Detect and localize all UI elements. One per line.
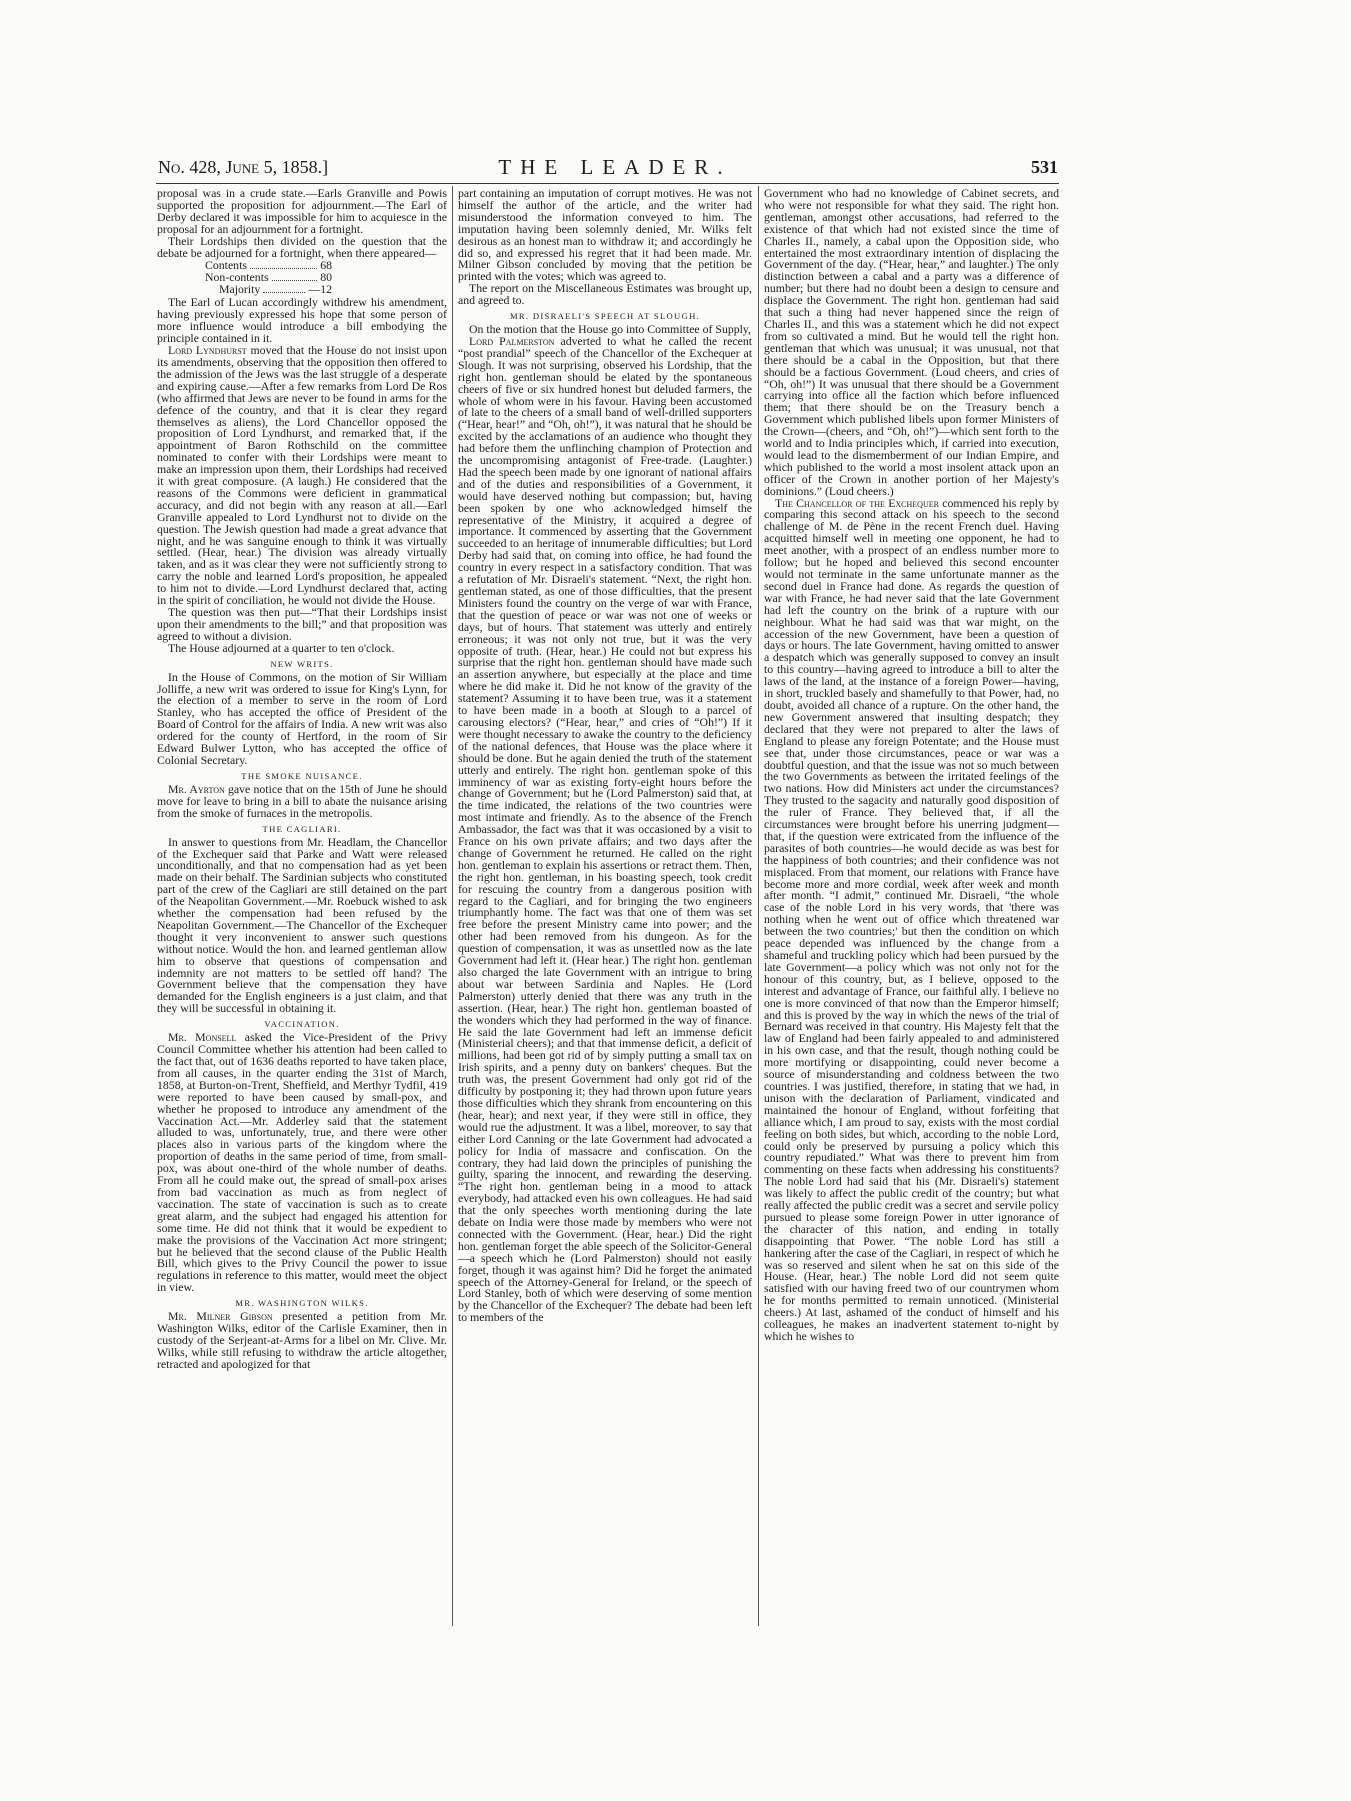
speaker-name: The Chancellor of the Exchequer	[775, 495, 939, 510]
section-heading: THE SMOKE NUISANCE.	[241, 770, 363, 781]
paragraph: The question was then put—“That their Lordships insist upon their amendments to the bill;” and that proposition was agreed to without a division.	[157, 605, 447, 643]
paragraph: In answer to questions from Mr. Headlam, the Chancellor of the Exchequer said that Parke and Watt were released unconditionally, and that no compensation had as yet been made on their behalf. The Sardinian subjects who constituted part of the crew of the Cagliari are still detained on the part of the Neapolitan Government.—Mr. Roebuck wished to ask whether the compensation had been refused by the Neapolitan Government.—The Chancellor of the Exchequer thought it very inconvenient to answer such questions without notice. Would the hon. and learned gentleman allow him to observe that questions of compensation and indemnity are not matters to be settled off hand? The Government believe that the compensation they have demanded for the English engineers is a just claim, and that they will be successful in obtaining it.	[157, 834, 447, 1016]
issue-date: No. 428, June 5, 1858.]	[158, 157, 329, 177]
paragraph	[157, 1311, 447, 1371]
paragraph-text: asked the Vice-President of the Privy Council Committee whether his attention had been called to the fact that, out of 1636 deaths reported to have taken place, from all causes, in the quarter ending the 31st of March, 1858, at Burton-on-Trent, Sheffield, and Merthyr Tydfil, 419 were reported to have been caused by small-pox, and whether he proposed to introduce any amendment of the Vaccination Act.—Mr. Adderley said that the statement alluded to was, unfortunately, true, and there were other places also in various parts of the kingdom where the proportion of deaths in the same period of time, from small-pox, was about one-third of the whole number of deaths. From all he could make out, the spread of small-pox arises from bad vaccination as much as from neglect of vaccination. The state of vaccination is such as to create great alarm, and the subject had engaged his attention for some time. He did not think that it would be expedient to make the provisions of the Vaccination Act more stringent; but he believed that the second clause of the Public Health Bill, which gives to the Privy Council the power to issue regulations in reference to this matter, would meet the object in view.	[157, 1030, 447, 1295]
section-heading: NEW WRITS.	[270, 658, 334, 669]
paragraph: In the House of Commons, on the motion of Sir William Jolliffe, a new writ was ordered to issue for King's Lynn, for the election of a member to serve in the room of Lord Stanley, who has accepted the office of President of the Board of Control for the affairs of India. A new writ was also ordered for the county of Hertford, in the room of Sir Edward Bulwer Lytton, who has accepted the office of Colonial Secretary.	[157, 669, 447, 767]
paragraph: The House adjourned at a quarter to ten o'clock.	[168, 640, 395, 655]
paragraph-text: gave notice that on the 15th of June he should move for leave to bring in a bill to abate the nuisance arising from the smoke of furnaces in the metropolis.	[157, 781, 447, 820]
column-divider	[758, 186, 759, 1626]
division-value: 80	[320, 270, 332, 285]
paragraph	[764, 495, 1060, 1343]
division-value: 68	[320, 258, 332, 273]
paragraph-text: presented a petition from Mr. Washington Wilks, editor of the Carlisle Examiner, then in custody of the Serjeant-at-Arms for a libel on Mr. Clive. Mr. Wilks, while still refusing to withdraw the article altogether, retracted and apologized for that	[157, 1309, 447, 1371]
paragraph: proposal was in a crude state.—Earls Granville and Powis supported the proposition for adjournment.—The Earl of Derby declared it was impossible for him to acquiesce in the proposal for an adjournment for a fortnight.	[157, 186, 447, 236]
paragraph: On the motion that the House go into Committee of Supply,	[469, 322, 752, 337]
paragraph-text: adverted to what he called the recent “post prandial” speech of the Chancellor of the Exchequer at Slough. It was not surprising, observed his Lordship, that the right hon. gentleman should be elated by the spontaneous cheers of five or six hundred honest but deluded farmers, the whole of whom were in his favour. Having been accustomed of late to the cheers of a small band of well-drilled supporters (“Hear, hear!” and “Oh, oh!”), it was natural that he should be excited by the acclamations of an audience who thought they had before them the unflinching champion of Protection and the uncompromising antagonist of Free-trade. (Laughter.) Had the speech been made by one ignorant of national affairs and of the duties and responsibilities of a Government, it would have deserved nothing but compassion; but, having been spoken by one who acknowledged himself the representative of the Ministry, it acquired a degree of importance. It commenced by asserting that the Government succeeded to an heritage of innumerable difficulties; but Lord Derby had said that, on coming into office, he had found the country in every respect in a satisfactory condition. That was a refutation of Mr. Disraeli's statement. “Next, the right hon. gentleman stated, as one of those difficulties, that the present Ministers found the country on the verge of war with France, that the question of peace or war was not one of weeks or days, but of hours. That statement was utterly and entirely erroneous; it was not only not true, but it was the very opposite of truth. (Hear, hear.) He could not but express his surprise that the right hon. gentleman should have made such an assertion anywhere, but especially at the place and time where he did make it. Did he not know of the gravity of the statement? Assuming it to have been true, was it a statement to have been made in a booth at Slough to a parcel of carousing electors? (“Hear, hear,” and cries of “Oh!”) If it were thought necessary to awake the country to the deficiency of the national defences, that House was the place where it should be done. But he again denied the truth of the statement utterly and entirely. The right hon. gentleman spoke of this imminency of war as existing forty-eight hours before the change of Government; but he (Lord Palmerston) said that, at the time indicated, the relations of the two countries were most intimate and friendly. As to the absence of the French Ambassador, the fact was that it was occasioned by a visit to France on his own private affairs; and two days after the change of Government he returned. He called on the right hon. gentleman to explain his assertions or retract them. Then, the right hon. gentleman, in his boasting speech, took credit for rescuing the country from a dangerous position with regard to the Cagliari, and for bringing the two engineers triumphantly home. The fact was that one of them was set free before the present Ministry came into power; and the other had been removed from his dungeon. As for the question of compensation, it was as unsettled now as the late Government had left it. (Hear hear.) The right hon. gentleman also charged the late Government with an intrigue to bring about war between Sardinia and Naples. He (Lord Palmerston) utterly denied that there was any truth in the assertion. (Hear, hear.) The right hon. gentleman boasted of the wonders which they had performed in the way of finance. He said the late Government had left an immense deficit (Ministerial cheers); and that that immense deficit, a deficit of millions, had been got rid of by simply putting a small tax on Irish spirits, and a penny duty on bankers' cheques. But the truth was, the present Government had only got rid of the difficulty by postponing it; they had thrown upon future years those difficulties which they shrank from encountering on this (hear, hear); and next year, if they were still in office, they would rue the adjustment. It was a libel, moreover, to say that either Lord Canning or the late Government had advocated a policy for India of massacre and confiscation. On the contrary, they had laid down the principles of punishing the guilty, sparing the innocent, and rewarding the deserving. “The right hon. gentleman being in a mood to attack everybody, had attacked even his own colleagues. He had said that the only speeches worth mentioning during the late debate on India were those made by members who were not connected with the Government. (Hear, hear.) Did the right hon. gentleman forget the able speech of the Solicitor-General—a speech which he (Lord Palmerston) should not easily forget, though it was against him? Did he forget the animated speech of the Attorney-General for Ireland, or the speech of Lord Stanley, both of which were deserving of some mention by the Chancellor of the Exchequer? The debate had been left to members of the	[458, 333, 752, 1325]
dot-leader	[250, 268, 317, 269]
speaker-name: Mr. Ayrton	[168, 781, 225, 796]
paragraph-text: moved that the House do not insist upon its amendments, observing that the opposition then offered to the admission of the Jews was the last struggle of a desperate and expiring cause.—After a few remarks from Lord De Ros (who affirmed that Jews are never to be found in arms for the defence of the country, and that it is clear they regard themselves as aliens), the Lord Chancellor opposed the proposition of Lord Lyndhurst, and remarked that, if the appointment of Baron Rothschild on the committee nominated to confer with their Lordships were meant to make an impression upon them, their Lordships had received it with great composure. (A laugh.) He considered that the reasons of the Commons were deficient in grammatical accuracy, and did not begin with any reason at all.—Earl Granville appealed to Lord Lyndhurst not to divide on the question. The Jewish question had made a great advance that night, and he was sanguine enough to think it was virtually settled. (Hear, hear.) The division was already virtually taken, and as it was clear they were not sufficiently strong to carry the noble and learned Lord's proposition, he appealed to him not to divide.—Lord Lyndhurst declared that, acting in the spirit of conciliation, he would not divide the House.	[157, 343, 447, 608]
division-label: Majority	[219, 282, 261, 297]
division-label: Non-contents	[205, 270, 269, 285]
paragraph: part containing an imputation of corrupt motives. He was not himself the author of the article, and the writer had misunderstood the information conveyed to him. The imputation having been solemnly denied, Mr. Wilks felt desirous as an honest man to withdraw it; and accordingly he did so, and expressed his regret that it had been made. Mr. Milner Gibson concluded by moving that the petition be printed with the votes; which was agreed to.	[458, 186, 752, 284]
column-3	[764, 188, 1059, 1343]
speaker-name: Mr. Milner Gibson	[168, 1309, 273, 1324]
paragraph: The Earl of Lucan accordingly withdrew his amendment, having previously expressed his hope that some person of more influence would introduce a bill embodying the principle contained in it.	[157, 295, 447, 346]
section-heading: MR. DISRAELI'S SPEECH AT SLOUGH.	[509, 311, 701, 322]
speaker-name: Lord Lyndhurst	[168, 343, 247, 358]
speaker-name: Mr. Monsell	[168, 1030, 237, 1045]
column-1	[157, 188, 447, 1371]
column-divider	[452, 186, 453, 1626]
speaker-name: Lord Palmerston	[469, 333, 555, 348]
division-list	[197, 260, 332, 296]
paragraph-text: commenced his reply by comparing this second attack on his speech to the second challenge of M. de Pène in the recent French duel. Having acquitted himself well in meeting one opponent, he had to meet another, with a prospect of an endless number more to follow; but he hoped and believed this second encounter would not terminate in the same unfortunate manner as the second duel in France had done. As regards the question of war with France, he had never said that the late Government had left the country on the brink of a rupture with our neighbour. What he had said was that war might, on the accession of the new Government, have been a question of days or hours. The late Government, having omitted to answer a despatch which was generally supposed to convey an insult to this country—having agreed to introduce a bill to alter the laws of the land, at the instance of a foreign Power—having, in short, truckled basely and shamefully to that Power, had, no doubt, avoided all chance of a rupture. On the other hand, the new Government answered that insulting despatch; they declared that they were not prepared to alter the laws of England to please any foreign Potentate; and the House must see that, under those circumstances, peace or war was a doubtful question, and that the issue was not so much between the two Governments as between the irritated feelings of the two nations. How did Ministers act under the circumstances? They trusted to the sagacity and naturally good disposition of the ruler of France. They believed that, if all the circumstances were brought before his unerring judgment—that, if the question were extricated from the influence of the parasites of both countries—he would decide as was best for the happiness of both countries; and their confidence was not misplaced. From that moment, our relations with France have become more and more cordial, week after week and month after month. “I admit,” continued Mr. Disraeli, “the whole case of the noble Lord in his very words, that 'there was nothing when he went out of office which threatened war between the two countries;' but then the condition on which peace depended was influenced by the change from a shameful and truckling policy which had been pursued by the late Government—a policy which was not only not for the honour of this country, but, as I believe, opposed to the interest and advantage of France, our faithful ally. I believe no one is more convinced of that now than the Emperor himself; and this is proved by the way in which the news of the trial of Bernard was received in that country. His Majesty felt that the law of England had been fairly appealed to and administered in his own case, and that the result, though nothing could be more mortifying or disappointing, could never become a source of misunderstanding and coldness between the two countries. I was justified, therefore, in stating that we had, in unison with the declaration of Parliament, vindicated and maintained the honour of England, without forfeiting that alliance which, I am proud to say, exists with the most cordial feeling on both sides, but which, according to the noble Lord, could only be preserved by pursuing a policy which this country repudiated.” What was there to prevent him from commenting on these facts when addressing his constituents? The noble Lord had said that his (Mr. Disraeli's) statement was likely to affect the public credit of the country; but what really affected the public credit was a secret and servile policy pursued to please some foreign Power in utter ignorance of the character of this nation, and ending in totally disappointing that Power. “The noble Lord has still a hankering after the case of the Cagliari, in respect of which he was so reserved and silent when he sat on this side of the House. (Hear, hear.) The noble Lord did not seem quite satisfied with our having freed two of our countrymen whom he for months permitted to remain unnoticed. (Ministerial cheers.) At last, ashamed of the conduct of himself and his colleagues, he makes an inadvertent statement to-night by which he wishes to	[764, 495, 1060, 1343]
division-value: —12	[308, 282, 332, 297]
division-label: Contents	[205, 258, 247, 273]
paragraph	[157, 345, 447, 607]
paragraph	[157, 1032, 447, 1294]
paragraph	[157, 781, 447, 820]
section-heading: VACCINATION.	[264, 1019, 340, 1030]
section-heading: THE CAGLIARI.	[262, 823, 342, 834]
page-number: 531	[1031, 157, 1058, 177]
dot-leader	[272, 280, 318, 281]
paragraph: Government who had no knowledge of Cabinet secrets, and who were not responsible for what they said. The right hon. gentleman, amongst other accusations, had referred to the existence of that which had not existed since the time of Charles II., namely, a cabal upon the Opposition side, who entertained the most extraordinary intention of displacing the Government of the day. (“Hear, hear,” and laughter.) The only distinction between a cabal and a party was a difference of number; but there had no doubt been a design to censure and displace the Government. The right hon. gentleman had said that such a thing had never happened since the reign of Charles II., and this was a statement which he did not expect from so cultivated a mind. But he would tell the right hon. gentleman that which was unusual; it was unusual, not that there should be a cabal in the Opposition, but that there should be a factious Government. (Loud cheers, and cries of “Oh, oh!”) It was unusual that there should be a Government carrying into office all the faction which before influenced them; that there should be on the Treasury bench a Government which published libels upon former Ministers of the Crown—(cheers, and “Oh, oh!”)—which sent forth to the world and to India principles which, if carried into execution, would lead to the dismemberment of our Indian Empire, and which published to the world a most insolent attack upon an officer of the Crown in another portion of her Majesty's dominions.” (Loud cheers.)	[764, 186, 1059, 498]
section-heading: MR. WASHINGTON WILKS.	[235, 1298, 369, 1309]
dot-leader	[263, 292, 305, 293]
paragraph: Their Lordships then divided on the question that the debate be adjourned for a fortnight, when there appeared—	[157, 233, 447, 260]
paragraph: The report on the Miscellaneous Estimates was brought up, and agreed to.	[458, 281, 752, 308]
header-rule	[156, 183, 1059, 184]
column-2	[458, 188, 752, 1324]
paragraph	[458, 333, 752, 1325]
masthead-title: THE LEADER.	[498, 155, 732, 179]
